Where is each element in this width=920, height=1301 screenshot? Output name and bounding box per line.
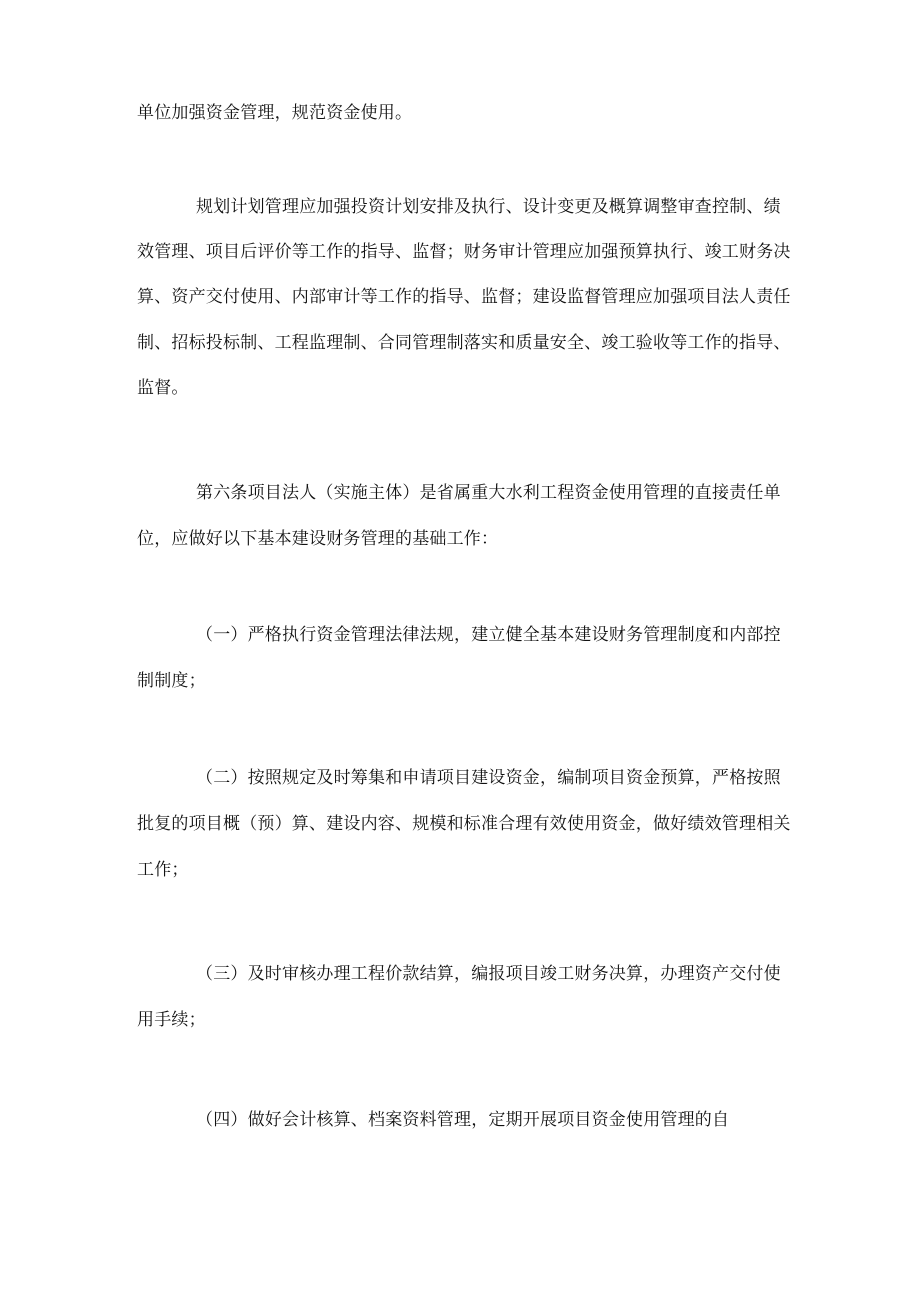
paragraph-line: （三）及时审核办理工程价款结算，编报项目竣工财务决算，办理资产交付使 (196, 964, 781, 984)
paragraph-line: （一）严格执行资金管理法律法规，建立健全基本建设财务管理制度和内部控 (196, 625, 781, 645)
paragraph-line: （二）按照规定及时筹集和申请项目建设资金，编制项目资金预算，严格按照 (196, 768, 781, 788)
paragraph-line: 规划计划管理应加强投资计划安排及执行、设计变更及概算调整审查控制、绩 (196, 197, 781, 217)
paragraph-line: 监督。 (137, 378, 189, 398)
paragraph-line: 制、招标投标制、工程监理制、合同管理制落实和质量安全、竣工验收等工作的指导、 (137, 333, 791, 353)
paragraph-line: 第六条项目法人（实施主体）是省属重大水利工程资金使用管理的直接责任单 (196, 483, 781, 503)
paragraph-line: 工作； (137, 860, 189, 880)
paragraph-line: 用手续； (137, 1010, 206, 1030)
paragraph-line: 位，应做好以下基本建设财务管理的基础工作： (137, 529, 499, 549)
paragraph-line: 算、资产交付使用、内部审计等工作的指导、监督；建设监督管理应加强项目法人责任 (137, 287, 791, 307)
paragraph-line: （四）做好会计核算、档案资料管理，定期开展项目资金使用管理的自 (196, 1110, 730, 1130)
paragraph-line: 效管理、项目后评价等工作的指导、监督；财务审计管理应加强预算执行、竣工财务决 (137, 242, 791, 262)
paragraph-line: 单位加强资金管理，规范资金使用。 (137, 103, 413, 123)
paragraph-line: 批复的项目概（预）算、建设内容、规模和标准合理有效使用资金，做好绩效管理相关 (137, 814, 791, 834)
paragraph-line: 制制度； (137, 671, 206, 691)
